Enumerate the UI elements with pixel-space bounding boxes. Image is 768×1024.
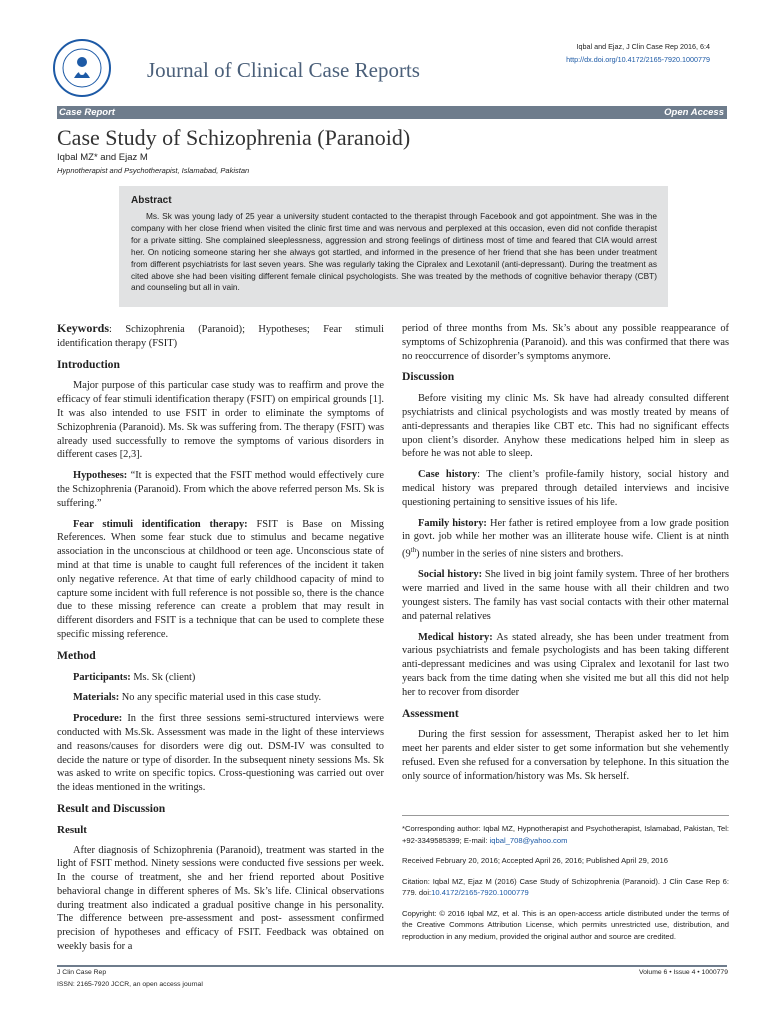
abstract-box — [119, 186, 668, 307]
procedure-label: Procedure: — [73, 713, 123, 725]
continued-paragraph: period of three months from Ms. Sk’s about any possible reappearance of symptoms of Schizophrenia (Paranoid). and this was confirmed that there was no reoccurrence of disorder’s symptoms anymore. — [402, 323, 729, 362]
divider — [402, 815, 729, 816]
participants-paragraph — [57, 671, 384, 685]
social-history-label: Social history: — [418, 569, 483, 581]
procedure-paragraph — [57, 712, 384, 795]
result-paragraph: After diagnosis of Schizophrenia (Paranoid), treatment was started in the light of FSIT method. Ninety sessions were conducted five sessions per week. In the course of treatment, she and her friend reported about Positive behavioral change in different spheres of Ms. Sk’s life. Clinical observations during treatment also indicated a gradual positive change in his personality. The difference between pre-assessment and post- assessment confirmed precision of hypotheses and efficacy of FSIT. Feedback was obtained on weekly basis for a — [57, 844, 384, 953]
citation-text: Citation: Iqbal MZ, Ejaz M (2016) Case Study of Schizophrenia (Paranoid). J Clin Case Rep 6: 779. doi: — [402, 876, 729, 897]
author-email-link[interactable]: iqbal_708@yahoo.com — [489, 835, 568, 845]
keywords-text: : Schizophrenia (Paranoid); Hypotheses; Fear stimuli identification therapy (FSIT) — [57, 324, 384, 349]
result-subheading: Result — [57, 823, 87, 836]
case-history-label: Case history — [418, 469, 478, 481]
family-history-paragraph — [402, 517, 729, 562]
doi-link[interactable]: http://dx.doi.org/10.4172/2165-7920.1000779 — [566, 55, 710, 64]
hypotheses-text: “It is expected that the FSIT method would effectively cure the Schizophrenia (Paranoid). From which the above referred person Ms. Sk is suffering.” — [57, 470, 384, 509]
family-history-label: Family history: — [418, 517, 487, 529]
article-type-label: Case Report — [59, 107, 115, 118]
hypotheses-paragraph — [57, 469, 384, 510]
journal-title: Journal of Clinical Case Reports — [147, 58, 420, 82]
article-title: Case Study of Schizophrenia (Paranoid) — [57, 125, 411, 150]
abstract-text: Ms. Sk was young lady of 25 year a university student contacted to the therapist through Facebook and got appointment. She was in the company with her close friend when visited the clinic first time and was nervous and perplexed at this occasion, even did not confide therapist for a private sitting. She complained sleeplessness, aggression and strong feelings of dirtiness most of time and feared that CIA would arrest her. On noticing someone staring her she always got startled, and informed in the presence of her friend that she has been under treatment from different psychiatrists for last seven years. She was regularly taking the Cipralex and Lexotanil (anti-depressant). During the treatment as cited above she had been visiting different female clinical psychologists. She was treated by the methods of cognitive behavior therapy (CBT) and counseling but all in vain. — [131, 211, 657, 293]
header-citation — [566, 40, 710, 66]
family-history-text-b: ) number in the series of nine sisters and brothers. — [416, 548, 624, 560]
affiliation: Hypnotherapist and Psychotherapist, Islamabad, Pakistan — [57, 166, 250, 175]
fsit-paragraph — [57, 518, 384, 642]
intro-paragraph: Major purpose of this particular case study was to reaffirm and prove the efficacy of fear stimuli identification therapy (FSIT) on empirical grounds [1]. It was also intended to use FSIT in order to eliminate the symptoms of Schizophrenia (Paranoid). Ms. Sk was suffering from. The therapy (FSIT) was already used successfully to remove the symptoms of various disorders in different cases [2,3]. — [57, 380, 384, 461]
left-column — [57, 322, 384, 961]
citation-doi-link[interactable]: 10.4172/2165-7920.1000779 — [431, 888, 529, 897]
right-column — [402, 322, 729, 791]
discussion-paragraph: Before visiting my clinic Ms. Sk have had already consulted different psychiatrists and clinical psychologists and was mostly treated by means of anti-depressants and therapies like CBT etc. This had no significant effects upon client’s disorder. Anyhow these medications helped him in sleep as before he was not able to sleep. — [402, 393, 729, 460]
materials-paragraph — [57, 691, 384, 705]
open-access-label: Open Access — [664, 107, 724, 118]
intro-heading: Introduction — [57, 357, 120, 371]
participants-text: Ms. Sk (client) — [130, 671, 196, 683]
discussion-heading: Discussion — [402, 370, 455, 384]
family-history-text-a: Her father is retired employee from a low grade position in govt. job while her mother was an illiterate house wife. Client is at ninth (9 — [402, 517, 729, 560]
corresponding-author — [402, 823, 729, 846]
case-history-text: : The client’s profile-family history, social history and medical history was prepared through detailed interviews and incisive questioning pertaining to sensitive issues of his life. — [402, 469, 730, 508]
footer-issn: ISSN: 2165-7920 JCCR, an open access journal — [57, 981, 203, 988]
corresponding-author-text: *Corresponding author: Iqbal MZ, Hypnotherapist and Psychotherapist, Islamabad, Pakistan, Tel: +92-3349585399; E-mail: — [402, 824, 729, 845]
citation-line: Iqbal and Ejaz, J Clin Case Rep 2016, 6:4 — [576, 42, 710, 51]
procedure-text: In the first three sessions semi-structured interviews were conducted with Ms.Sk. Assessment was made in the light of these interviews and reasons/causes for disorders were dig out. DSM-IV was consulted to decide the nature or type of disorder. In the subsequent ninety sessions Ms. Sk was asked to write on specific topics. Cross-questioning was carried out over the ideas mentioned in the writings. — [57, 713, 384, 794]
correspondence-block — [402, 823, 729, 951]
fsit-text: FSIT is Base on Missing References. When some fear stuck due to stimulus and became negative association in the unconscious at childhood or teen age. Unconscious state of mind at that time is unable to caught full references of the incident it taken only negative reference. At that time of early childhood capacity of mind to capture some incident with full reference is not possible so, there is the chance due to these missing reference can create a problem that may result in different disorders and FSIT is a technique that can be used to complete these specific missing reference. — [57, 518, 384, 640]
footer-volume: Volume 6 • Issue 4 • 1000779 — [638, 969, 728, 976]
keywords-label: Keywords — [57, 321, 109, 335]
assessment-heading: Assessment — [402, 706, 459, 720]
keywords — [57, 322, 384, 351]
participants-label: Participants: — [73, 671, 131, 683]
article-type-bar — [57, 106, 727, 119]
assessment-paragraph: During the first session for assessment, Therapist asked her to let him meet her parents and elder sister to get some information but she vehemently refused. Even she refused for a conversation by telephone. In this situation the only source of information/history was Ms. Sk herself. — [402, 729, 729, 782]
social-history-text: She lived in big joint family system. Three of her brothers were married and lived in the same house with all their children and two youngest sisters. The family has vast social contacts with their other maternal and paternal relatives — [402, 569, 729, 622]
citation-block — [402, 876, 729, 899]
results-heading: Result and Discussion — [57, 801, 166, 815]
case-history-paragraph — [402, 468, 729, 509]
journal-logo — [52, 38, 112, 98]
copyright: Copyright: © 2016 Iqbal MZ, et al. This is an open-access article distributed under the terms of the Creative Commons Attribution License, which permits unrestricted use, distribution, and reproduction in any medium, provided the original author and source are credited. — [402, 908, 729, 941]
received-dates: Received February 20, 2016; Accepted April 26, 2016; Published April 29, 2016 — [402, 856, 668, 865]
medical-history-paragraph — [402, 631, 729, 700]
medical-history-label: Medical history: — [418, 631, 493, 643]
materials-text: No any specific material used in this case study. — [119, 692, 322, 704]
fsit-label: Fear stimuli identification therapy: — [73, 518, 248, 530]
family-history-sup: th — [410, 546, 417, 555]
materials-label: Materials: — [73, 692, 120, 704]
social-history-paragraph — [402, 568, 729, 623]
abstract-heading: Abstract — [131, 195, 172, 206]
footer-left — [57, 967, 203, 991]
hypotheses-label: Hypotheses: — [73, 470, 128, 482]
authors: Iqbal MZ* and Ejaz M — [57, 152, 148, 163]
footer-journal: J Clin Case Rep — [57, 969, 107, 976]
medical-history-text: As stated already, she has been under treatment from various psychiatrists and female psychologists and has been taking different anti-depressant medicines and was using Cipralex and lexotanil for last two years back from the time dating when she visited me but all this did not help her to recover from disorder — [402, 631, 729, 698]
method-heading: Method — [57, 648, 96, 662]
